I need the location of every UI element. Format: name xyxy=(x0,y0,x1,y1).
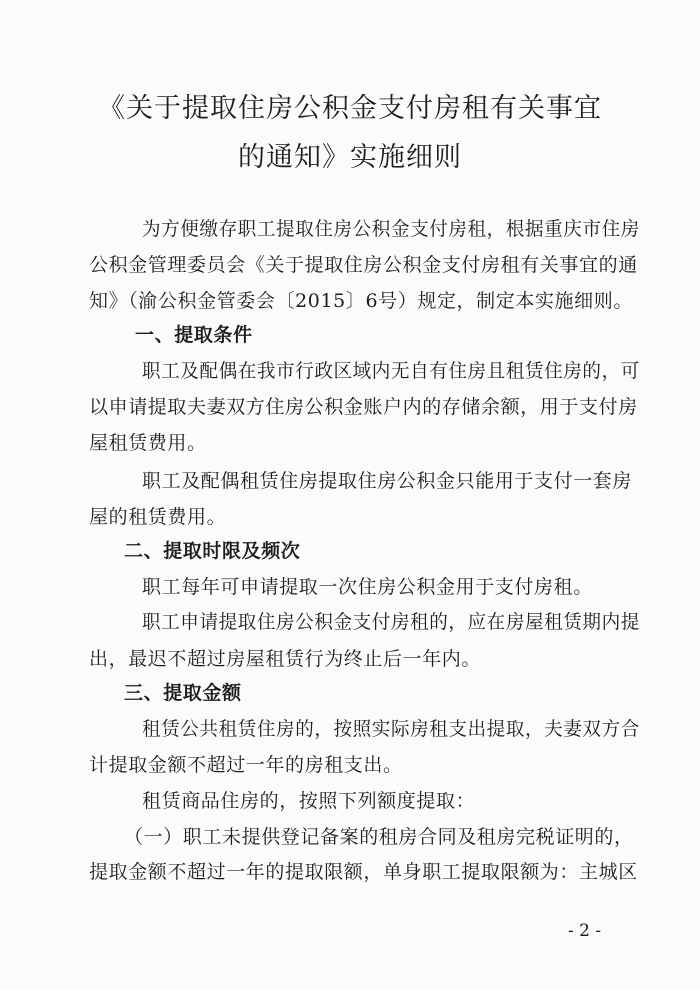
intro-line-1: 为方便缴存职工提取住房公积金支付房租，根据重庆市住房 xyxy=(142,218,640,240)
intro-line-2: 公积金管理委员会《关于提取住房公积金支付房租有关事宜的通 xyxy=(89,254,638,276)
section-3-para-3-line-1: （一）职工未提供登记备案的租房合同及租房完税证明的， xyxy=(124,826,634,848)
section-3-heading: 三、提取金额 xyxy=(124,682,242,704)
section-2-para-1-line-1: 职工每年可申请提取一次住房公积金用于支付房租。 xyxy=(142,576,593,598)
section-3-para-1-line-2: 计提取金额不超过一年的房租支出。 xyxy=(89,754,403,776)
page-number: - 2 - xyxy=(568,921,602,941)
document-title-line-1: 《关于提取住房公积金支付房租有关事宜 xyxy=(98,93,602,124)
section-2-para-2-line-2: 出，最迟不超过房屋租赁行为终止后一年内。 xyxy=(89,648,482,670)
section-3-para-3-line-2: 提取金额不超过一年的提取限额，单身职工提取限额为：主城区 xyxy=(89,861,638,883)
section-1-heading: 一、提取条件 xyxy=(135,324,253,346)
intro-line-3: 知》（渝公积金管委会〔2015〕6号）规定，制定本实施细则。 xyxy=(89,290,633,312)
section-1-para-1-line-1: 职工及配偶在我市行政区域内无自有住房且租赁住房的，可 xyxy=(142,360,640,382)
section-1-para-2-line-1: 职工及配偶租赁住房提取住房公积金只能用于支付一套房 xyxy=(142,470,633,492)
section-1-para-1-line-2: 以申请提取夫妻双方住房公积金账户内的存储余额，用于支付房 xyxy=(89,396,638,418)
section-3-para-1-line-1: 租赁公共租赁住房的，按照实际房租支出提取，夫妻双方合 xyxy=(142,718,640,740)
section-1-para-2-line-2: 屋的租赁费用。 xyxy=(89,506,227,528)
section-1-para-1-line-3: 屋租赁费用。 xyxy=(89,432,207,454)
section-2-heading: 二、提取时限及频次 xyxy=(124,540,301,562)
document-title-line-2: 的通知》实施细则 xyxy=(238,142,462,173)
section-3-para-2-line-1: 租赁商品住房的，按照下列额度提取： xyxy=(142,790,476,812)
section-2-para-2-line-1: 职工申请提取住房公积金支付房租的，应在房屋租赁期内提 xyxy=(142,611,640,633)
